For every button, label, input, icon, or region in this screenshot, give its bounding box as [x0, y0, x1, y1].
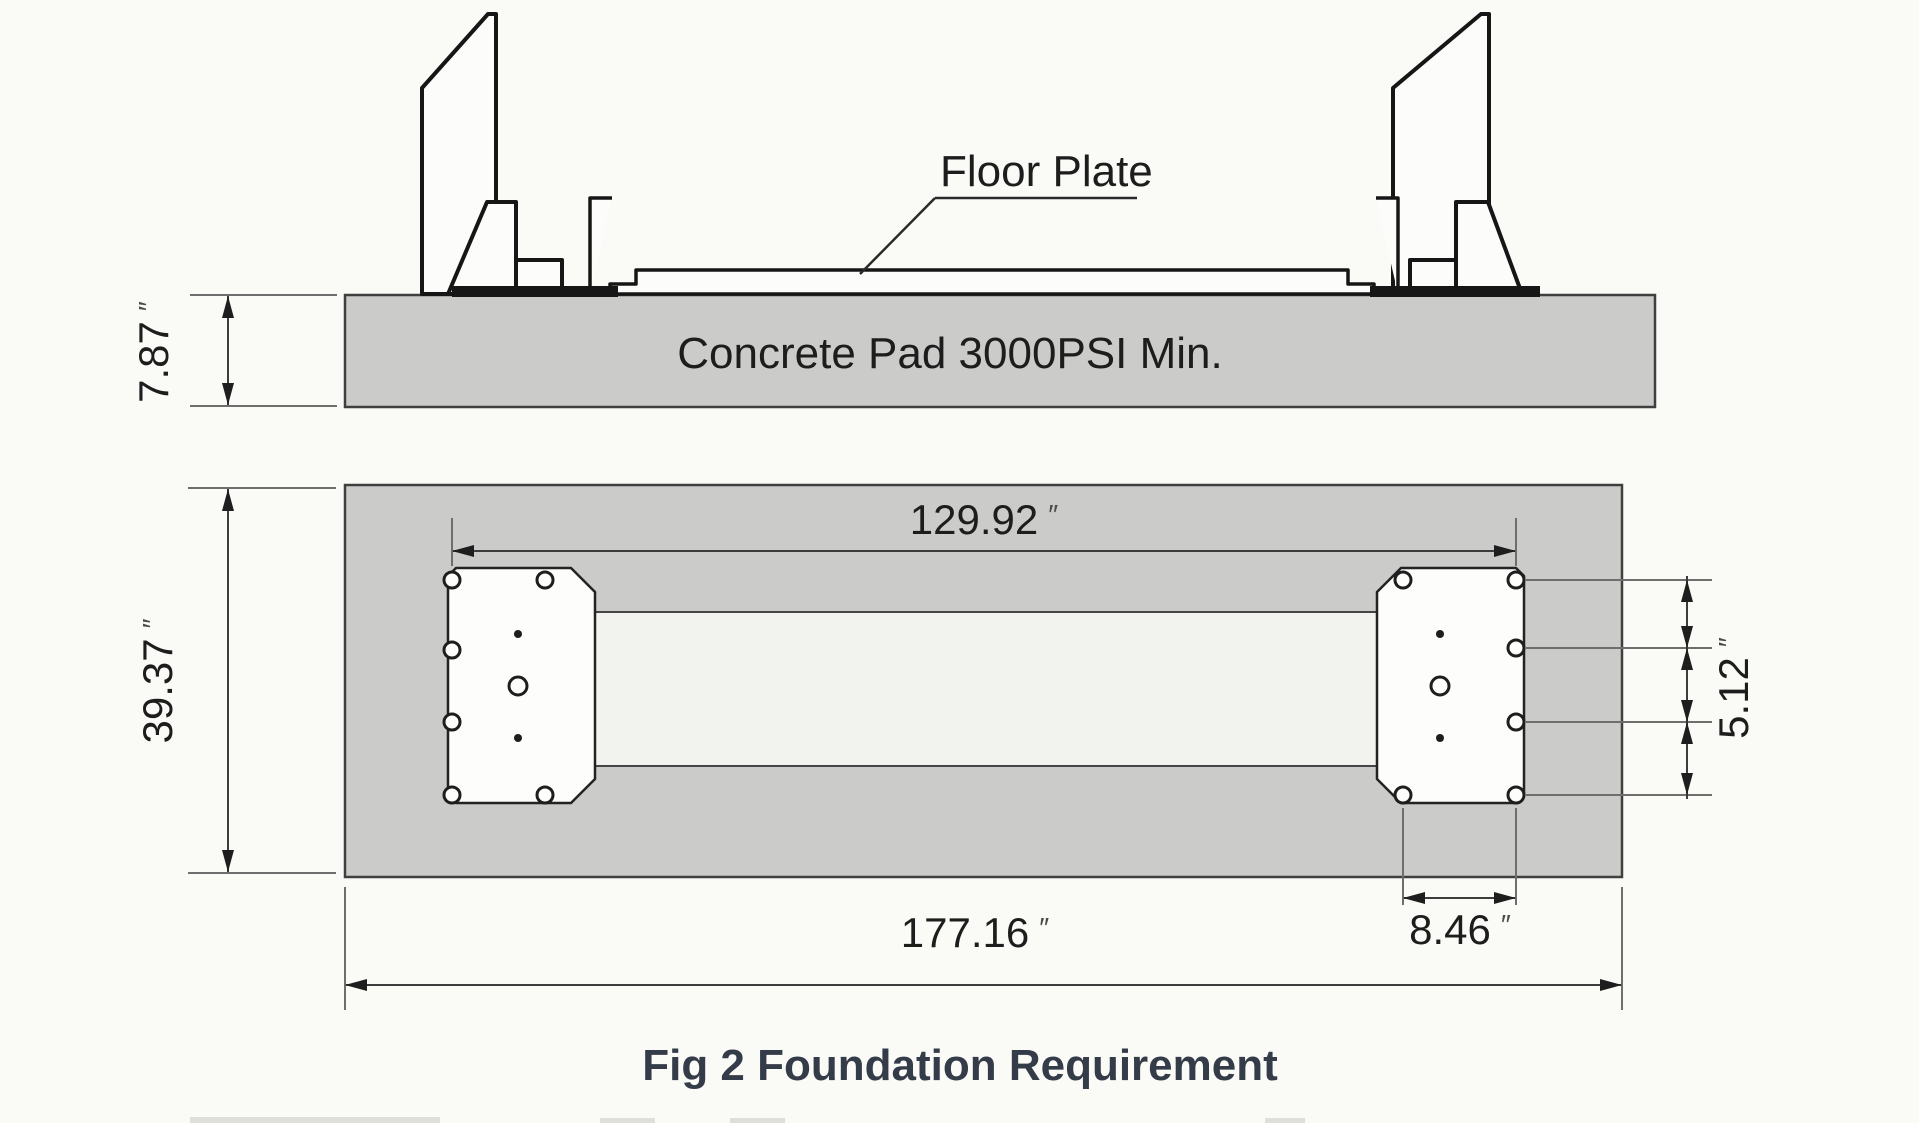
arrowhead-up: [1681, 580, 1693, 602]
arrowhead-down: [222, 850, 234, 872]
dimension-text-anchor-span: 129.92 ″: [909, 496, 1059, 543]
left-column-baseplate: [452, 286, 618, 297]
plan-view: [134, 485, 1757, 1010]
dimension-text-plate-bolt-width: 8.46 ″: [1409, 906, 1511, 953]
floor-plate-strip-plan: [595, 612, 1377, 766]
small-hole-dot: [1436, 734, 1444, 742]
small-hole-dot: [514, 630, 522, 638]
left-base-plate-outline: [448, 568, 595, 803]
right-base-plate: [1377, 568, 1524, 803]
cropped-text-artifact: [600, 1118, 655, 1123]
left-column-carriage-line: [590, 198, 612, 294]
anchor-bolt-hole: [444, 642, 460, 658]
arrowhead-down: [1681, 700, 1693, 722]
arrowhead-up: [222, 489, 234, 511]
anchor-bolt-hole: [1508, 572, 1524, 588]
anchor-bolt-hole: [537, 572, 553, 588]
arrowhead-up: [1681, 648, 1693, 670]
concrete-pad-label: Concrete Pad 3000PSI Min.: [677, 329, 1223, 378]
cropped-text-artifact: [1265, 1118, 1305, 1123]
left-base-plate: [444, 568, 595, 803]
small-hole-dot: [514, 734, 522, 742]
dimension-pad-thickness: [130, 295, 337, 406]
right-column-baseplate: [1370, 286, 1540, 297]
right-base-plate-outline: [1377, 568, 1524, 803]
anchor-bolt-hole: [1508, 787, 1524, 803]
arrowhead-down: [1681, 626, 1693, 648]
dimension-text-pad-width: 39.37″: [134, 618, 181, 744]
cropped-text-artifacts: [190, 1117, 1305, 1123]
right-column-gusset: [1456, 202, 1522, 294]
floor-plate-label: Floor Plate: [940, 147, 1153, 196]
anchor-bolt-hole: [1395, 787, 1411, 803]
dimension-text-pad-thickness: 7.87″: [130, 301, 177, 403]
left-column-assembly: [422, 14, 618, 297]
anchor-bolt-hole: [444, 572, 460, 588]
anchor-bolt-hole: [444, 714, 460, 730]
dimension-text-pad-length: 177.16 ″: [900, 909, 1050, 956]
right-column-assembly: [1370, 14, 1540, 297]
figure-caption: Fig 2 Foundation Requirement: [642, 1041, 1278, 1090]
arrowhead-down: [222, 383, 234, 405]
floor-plate-leader-line: [860, 198, 935, 274]
dimension-pad-width: [134, 488, 336, 873]
anchor-bolt-hole: [444, 787, 460, 803]
anchor-bolt-hole: [1395, 572, 1411, 588]
arrowhead-right: [1600, 979, 1622, 991]
arrowhead-left: [345, 979, 367, 991]
cropped-text-artifact: [190, 1117, 440, 1123]
arrowhead-left: [1403, 892, 1425, 904]
arrowhead-up: [1681, 722, 1693, 744]
anchor-bolt-hole: [537, 787, 553, 803]
cropped-text-artifact: [730, 1118, 785, 1123]
floor-plate-callout: [860, 147, 1153, 274]
anchor-bolt-hole: [1508, 640, 1524, 656]
small-hole-dot: [1436, 630, 1444, 638]
dimension-text-bolt-row-spacing: 5.12″: [1710, 637, 1757, 739]
arrowhead-up: [222, 296, 234, 318]
floor-plate-shape: [610, 270, 1374, 294]
arrowhead-down: [1681, 773, 1693, 795]
side-elevation-view: [130, 14, 1655, 407]
anchor-bolt-hole: [1508, 714, 1524, 730]
arrowhead-right: [1494, 892, 1516, 904]
